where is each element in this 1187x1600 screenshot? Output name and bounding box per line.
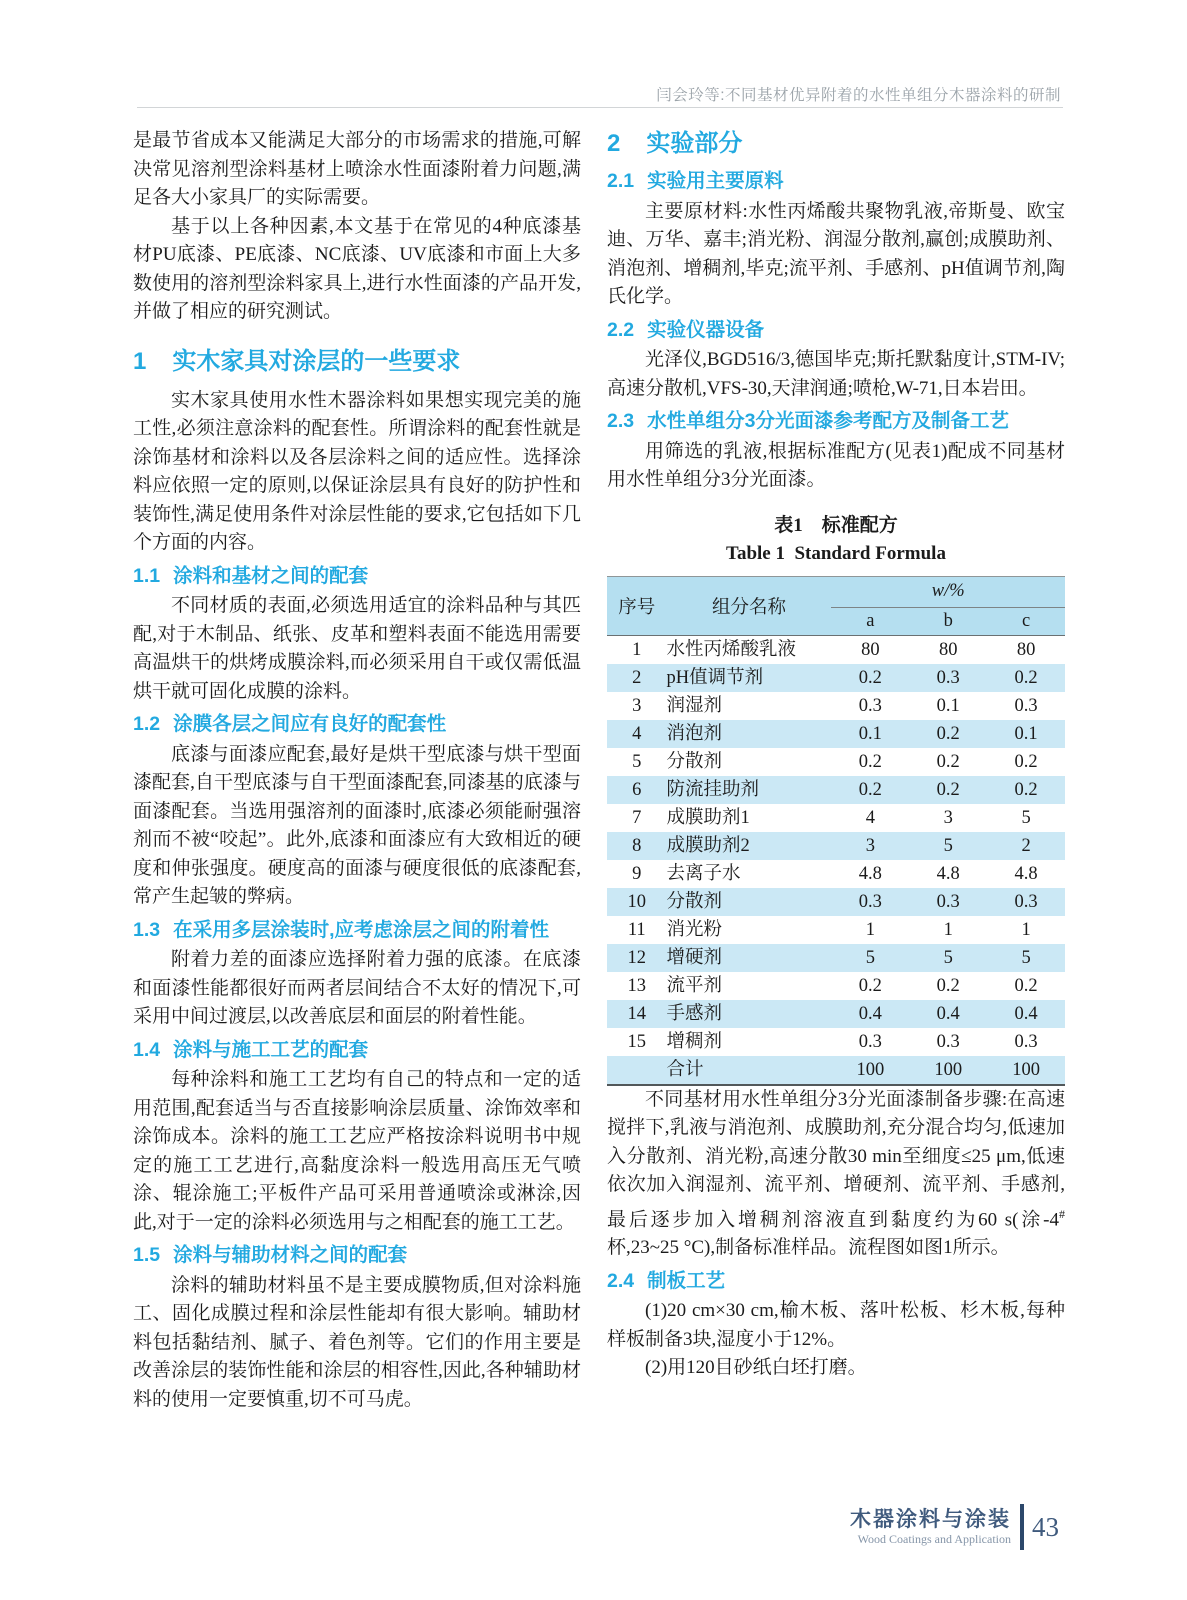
table-row bbox=[607, 1056, 1065, 1085]
table-cell: 0.4 bbox=[1014, 1003, 1038, 1024]
table-cell: 分散剂 bbox=[666, 751, 723, 772]
prep-text-pre: 不同基材用水性单组分3分光面漆制备步骤:在高速搅拌下,乳液与消泡剂、成膜助剂,充分混合均匀,低速加入分散剂、消光粉,高速分散30 min至细度≤25 μm,低速依次加入润湿剂、流平剂、增硬剂、流平剂、手感剂,最后逐步加入增稠剂溶液直到黏度约为60 s(涂-4 bbox=[607, 1088, 1065, 1230]
table-row bbox=[607, 944, 1065, 972]
page-footer bbox=[850, 1504, 1059, 1550]
col-header-c: c bbox=[987, 607, 1065, 635]
table-row bbox=[607, 776, 1065, 804]
subsection-title: 水性单组分3分光面漆参考配方及制备工艺 bbox=[647, 410, 1009, 432]
table-cell: 7 bbox=[632, 807, 642, 828]
paragraph: 用筛选的乳液,根据标准配方(见表1)配成不同基材用水性单组分3分光面漆。 bbox=[607, 440, 1065, 490]
table-cell: 0.1 bbox=[936, 695, 960, 716]
table-row bbox=[607, 860, 1065, 888]
subsection-heading-1-4 bbox=[133, 1036, 581, 1065]
table-cell: 0.3 bbox=[936, 1031, 960, 1052]
page-number: 43 bbox=[1032, 1512, 1059, 1542]
section-heading-2 bbox=[607, 129, 1065, 159]
table-cell: 80 bbox=[861, 639, 880, 660]
paragraph: 每种涂料和施工工艺均有自己的特点和一定的适用范围,配套适当与否直接影响涂层质量、涂饰效率和涂饰成本。涂料的施工工艺应严格按涂料说明书中规定的施工工艺进行,高黏度涂料一般选用高压无气喷涂、辊涂施工;平板件产品可采用普通喷涂或淋涂,因此,对于一定的涂料必须选用与之相配套的施工工艺。 bbox=[133, 1069, 581, 1233]
section-number: 1 bbox=[133, 347, 147, 375]
section-title: 实木家具对涂层的一些要求 bbox=[172, 347, 461, 375]
table-cell: 1 bbox=[865, 919, 875, 940]
col-header-name: 组分名称 bbox=[667, 576, 832, 635]
table-cell: 9 bbox=[632, 863, 642, 884]
footer-divider-bar bbox=[1020, 1504, 1024, 1550]
paragraph: 实木家具使用水性木器涂料如果想实现完美的施工性,必须注意涂料的配套性。所谓涂料的配套性就是涂饰基材和涂料以及各层涂料之间的适应性。选择涂料应依照一定的原则,以保证涂层具有良好的防护性和装饰性,满足使用条件对涂层性能的要求,它包括如下几个方面的内容。 bbox=[133, 389, 581, 553]
table-cell: 0.2 bbox=[1014, 779, 1038, 800]
table-cell: 0.1 bbox=[1014, 723, 1038, 744]
table-cell: 0.2 bbox=[858, 751, 882, 772]
table-cell: 100 bbox=[856, 1059, 885, 1080]
subsection-number: 2.3 bbox=[607, 410, 635, 432]
paragraph: 底漆与面漆应配套,最好是烘干型底漆与烘干型面漆配套,自干型底漆与自干型面漆配套,同漆基的底漆与面漆配套。当选用强溶剂的面漆时,底漆必须能耐强溶剂而不被“咬起”。此外,底漆和面漆应有大致相近的硬度和伸张强度。硬度高的面漆与硬度很低的底漆配套,常产生起皱的弊病。 bbox=[133, 743, 581, 907]
table-cell: 0.4 bbox=[936, 1003, 960, 1024]
table-cell: 增稠剂 bbox=[666, 1031, 723, 1052]
paragraph: (1)20 cm×30 cm,榆木板、落叶松板、杉木板,每种样板制备3块,湿度小于12%。 bbox=[607, 1300, 1065, 1350]
subsection-heading-2-1 bbox=[607, 167, 1065, 196]
table-cell: 3 bbox=[632, 695, 642, 716]
table-cell: 6 bbox=[632, 779, 642, 800]
table-row bbox=[607, 748, 1065, 776]
table-cell: 5 bbox=[943, 947, 953, 968]
prep-text-post: 杯,23~25 °C),制备标准样品。流程图如图1所示。 bbox=[607, 1237, 1010, 1259]
table-caption-en: Table 1 Standard Formula bbox=[726, 542, 946, 564]
table-cell: 0.2 bbox=[936, 751, 960, 772]
paragraph: 是最节省成本又能满足大部分的市场需求的措施,可解决常见溶剂型涂料基材上喷涂水性面漆附着力问题,满足各大小家具厂的实际需要。 bbox=[133, 130, 581, 208]
paragraph bbox=[607, 1086, 1065, 1263]
table-cell: 0.2 bbox=[1014, 667, 1038, 688]
subsection-heading-1-1 bbox=[133, 562, 581, 591]
table-cell: 0.3 bbox=[1014, 1031, 1038, 1052]
subsection-number: 2.1 bbox=[607, 170, 635, 192]
table-cell: 11 bbox=[627, 919, 646, 940]
superscript-hash: # bbox=[1059, 1206, 1065, 1221]
paragraph: 附着力差的面漆应选择附着力强的底漆。在底漆和面漆性能都很好而两者层间结合不太好的情况下,可采用中间过渡层,以改善底层和面层的附着性能。 bbox=[133, 949, 581, 1027]
table-cell: 12 bbox=[627, 947, 647, 968]
left-column bbox=[133, 127, 581, 1414]
section-number: 2 bbox=[607, 130, 621, 157]
table-cell: 4 bbox=[632, 723, 642, 744]
table-cell: 0.1 bbox=[858, 723, 882, 744]
table-row bbox=[607, 1000, 1065, 1028]
subsection-title: 涂膜各层之间应有良好的配套性 bbox=[173, 713, 447, 735]
section-heading-1 bbox=[133, 347, 581, 377]
paragraph: 不同材质的表面,必须选用适宜的涂料品种与其匹配,对于木制品、纸张、皮革和塑料表面不能选用需要高温烘干的烘烤成膜涂料,而必须采用自干或仅需低温烘干就可固化成膜的涂料。 bbox=[133, 595, 581, 702]
table-cell: 3 bbox=[865, 835, 875, 856]
table-cell: 0.3 bbox=[858, 891, 882, 912]
table-cell: 0.2 bbox=[858, 975, 882, 996]
subsection-title: 在采用多层涂装时,应考虑涂层之间的附着性 bbox=[173, 918, 550, 941]
subsection-title: 涂料与施工工艺的配套 bbox=[173, 1038, 369, 1061]
table-cell: 合计 bbox=[666, 1059, 704, 1080]
table-cell: 消泡剂 bbox=[666, 723, 723, 744]
subsection-heading-2-4 bbox=[607, 1267, 1065, 1296]
table-cell: 80 bbox=[1016, 639, 1036, 660]
table-row bbox=[607, 804, 1065, 832]
two-column-body bbox=[133, 127, 1065, 1414]
table-cell: 0.2 bbox=[858, 667, 882, 688]
table-cell: 1 bbox=[943, 919, 953, 940]
subsection-title: 制板工艺 bbox=[647, 1269, 726, 1292]
subsection-number: 1.2 bbox=[133, 713, 161, 735]
subsection-number: 1.5 bbox=[133, 1244, 161, 1266]
paragraph: 主要原材料:水性丙烯酸共聚物乳液,帝斯曼、欧宝迪、万华、嘉丰;消光粉、润湿分散剂,赢创;成膜助剂、消泡剂、增稠剂,毕克;流平剂、手感剂、pH值调节剂,陶氏化学。 bbox=[607, 200, 1065, 307]
table-cell: 8 bbox=[632, 835, 642, 856]
table1-header bbox=[607, 576, 1065, 635]
table-cell: 0.3 bbox=[858, 695, 882, 716]
journal-title-block bbox=[850, 1508, 1011, 1547]
table-cell: 5 bbox=[1021, 807, 1031, 828]
table-cell: 成膜助剂2 bbox=[666, 835, 750, 856]
table-cell: 100 bbox=[1012, 1059, 1040, 1080]
journal-title-cn: 木器涂料与涂装 bbox=[850, 1507, 1011, 1531]
subsection-number: 2.2 bbox=[607, 318, 635, 341]
table-cell: 0.3 bbox=[1014, 891, 1038, 912]
subsection-heading-2-3 bbox=[607, 407, 1065, 436]
table-cell: 0.2 bbox=[936, 723, 960, 744]
col-header-b: b bbox=[909, 607, 987, 635]
subsection-number: 1.1 bbox=[133, 564, 161, 587]
table-cell: 3 bbox=[943, 807, 953, 828]
table-cell: 润湿剂 bbox=[666, 695, 723, 716]
paragraph: 光泽仪,BGD516/3,德国毕克;斯托默黏度计,STM-IV;高速分散机,VFS-30,天津润通;喷枪,W-71,日本岩田。 bbox=[607, 349, 1065, 399]
subsection-title: 实验仪器设备 bbox=[647, 318, 765, 341]
table-cell: 4.8 bbox=[936, 863, 960, 884]
table-cell: 水性丙烯酸乳液 bbox=[666, 639, 797, 660]
table-cell: 13 bbox=[627, 975, 647, 996]
journal-title-en: Wood Coatings and Application bbox=[857, 1531, 1011, 1546]
table-cell: 5 bbox=[943, 835, 953, 856]
table1 bbox=[607, 576, 1065, 1086]
col-header-a: a bbox=[831, 607, 909, 635]
subsection-number: 1.4 bbox=[133, 1038, 161, 1061]
table-row bbox=[607, 888, 1065, 916]
table-cell: 5 bbox=[632, 751, 642, 772]
running-head: 闫会玲等:不同基材优异附着的水性单组分木器涂料的研制 bbox=[656, 87, 1061, 104]
table-row bbox=[607, 1028, 1065, 1056]
subsection-title: 涂料和基材之间的配套 bbox=[173, 564, 369, 587]
table-cell: 80 bbox=[938, 639, 958, 660]
table-cell: pH值调节剂 bbox=[666, 667, 764, 688]
table-cell: 1 bbox=[632, 639, 642, 660]
subsection-number: 1.3 bbox=[133, 918, 161, 941]
table-row bbox=[607, 832, 1065, 860]
table-cell: 2 bbox=[1021, 835, 1031, 856]
table-cell: 4.8 bbox=[858, 863, 882, 884]
col-header-wpct: w/% bbox=[831, 576, 1065, 607]
table-cell: 0.3 bbox=[936, 667, 960, 688]
table-cell: 0.2 bbox=[936, 779, 960, 800]
table-cell: 100 bbox=[934, 1059, 963, 1080]
table-row bbox=[607, 692, 1065, 720]
table-cell: 分散剂 bbox=[666, 891, 723, 912]
table-cell: 4.8 bbox=[1014, 863, 1038, 884]
table-cell bbox=[607, 1056, 667, 1085]
subsection-heading-2-2 bbox=[607, 316, 1065, 345]
paragraph: 基于以上各种因素,本文基于在常见的4种底漆基材PU底漆、PE底漆、NC底漆、UV底漆和市面上大多数使用的溶剂型涂料家具上,进行水性面漆的产品开发,并做了相应的研究测试。 bbox=[133, 215, 581, 322]
subsection-heading-1-3 bbox=[133, 916, 581, 945]
table-cell: 增硬剂 bbox=[666, 947, 723, 968]
table-cell: 0.3 bbox=[1014, 695, 1038, 716]
table-cell: 4 bbox=[865, 807, 875, 828]
subsection-heading-1-2 bbox=[133, 710, 581, 739]
table1-block bbox=[607, 513, 1065, 1086]
paragraph: 涂料的辅助材料虽不是主要成膜物质,但对涂料施工、固化成膜过程和涂层性能却有很大影响。辅助材料包括黏结剂、腻子、着色剂等。它们的作用主要是改善涂层的装饰性能和涂层的相容性,因此,各种辅助材料的使用一定要慎重,切不可马虎。 bbox=[133, 1274, 581, 1410]
table-cell: 消光粉 bbox=[666, 919, 723, 940]
table-row bbox=[607, 635, 1065, 664]
table-cell: 2 bbox=[632, 667, 642, 688]
table-cell: 0.2 bbox=[1014, 975, 1038, 996]
right-column bbox=[607, 127, 1065, 1414]
table-cell: 0.2 bbox=[1014, 751, 1038, 772]
col-header-index: 序号 bbox=[607, 576, 667, 635]
table-cell: 1 bbox=[1021, 919, 1031, 940]
table-cell: 5 bbox=[865, 947, 875, 968]
table-cell: 5 bbox=[1021, 947, 1031, 968]
section-title: 实验部分 bbox=[646, 130, 743, 157]
table-cell: 成膜助剂1 bbox=[666, 807, 750, 828]
table-cell: 手感剂 bbox=[666, 1003, 723, 1024]
header-rule bbox=[137, 107, 1063, 108]
subsection-number: 2.4 bbox=[607, 1269, 635, 1292]
table-cell: 流平剂 bbox=[666, 975, 723, 996]
table-row bbox=[607, 916, 1065, 944]
table-cell: 0.3 bbox=[936, 891, 960, 912]
table-cell: 0.4 bbox=[858, 1003, 882, 1024]
table-cell: 10 bbox=[627, 891, 647, 912]
table-row bbox=[607, 972, 1065, 1000]
table-row bbox=[607, 664, 1065, 692]
table-cell: 14 bbox=[627, 1003, 647, 1024]
table-cell: 防流挂助剂 bbox=[666, 779, 760, 800]
table-cell: 去离子水 bbox=[666, 863, 741, 884]
subsection-title: 涂料与辅助材料之间的配套 bbox=[173, 1244, 408, 1266]
table-cell: 0.2 bbox=[858, 779, 882, 800]
paragraph: (2)用120目砂纸白坯打磨。 bbox=[645, 1357, 867, 1379]
table-cell: 0.2 bbox=[936, 975, 960, 996]
table-cell: 15 bbox=[627, 1031, 647, 1052]
subsection-heading-1-5 bbox=[133, 1241, 581, 1270]
table1-body bbox=[607, 635, 1065, 1085]
subsection-title: 实验用主要原料 bbox=[647, 170, 784, 192]
table-cell: 0.3 bbox=[858, 1031, 882, 1052]
table-caption-cn: 表1 标准配方 bbox=[774, 514, 898, 536]
table-row bbox=[607, 720, 1065, 748]
